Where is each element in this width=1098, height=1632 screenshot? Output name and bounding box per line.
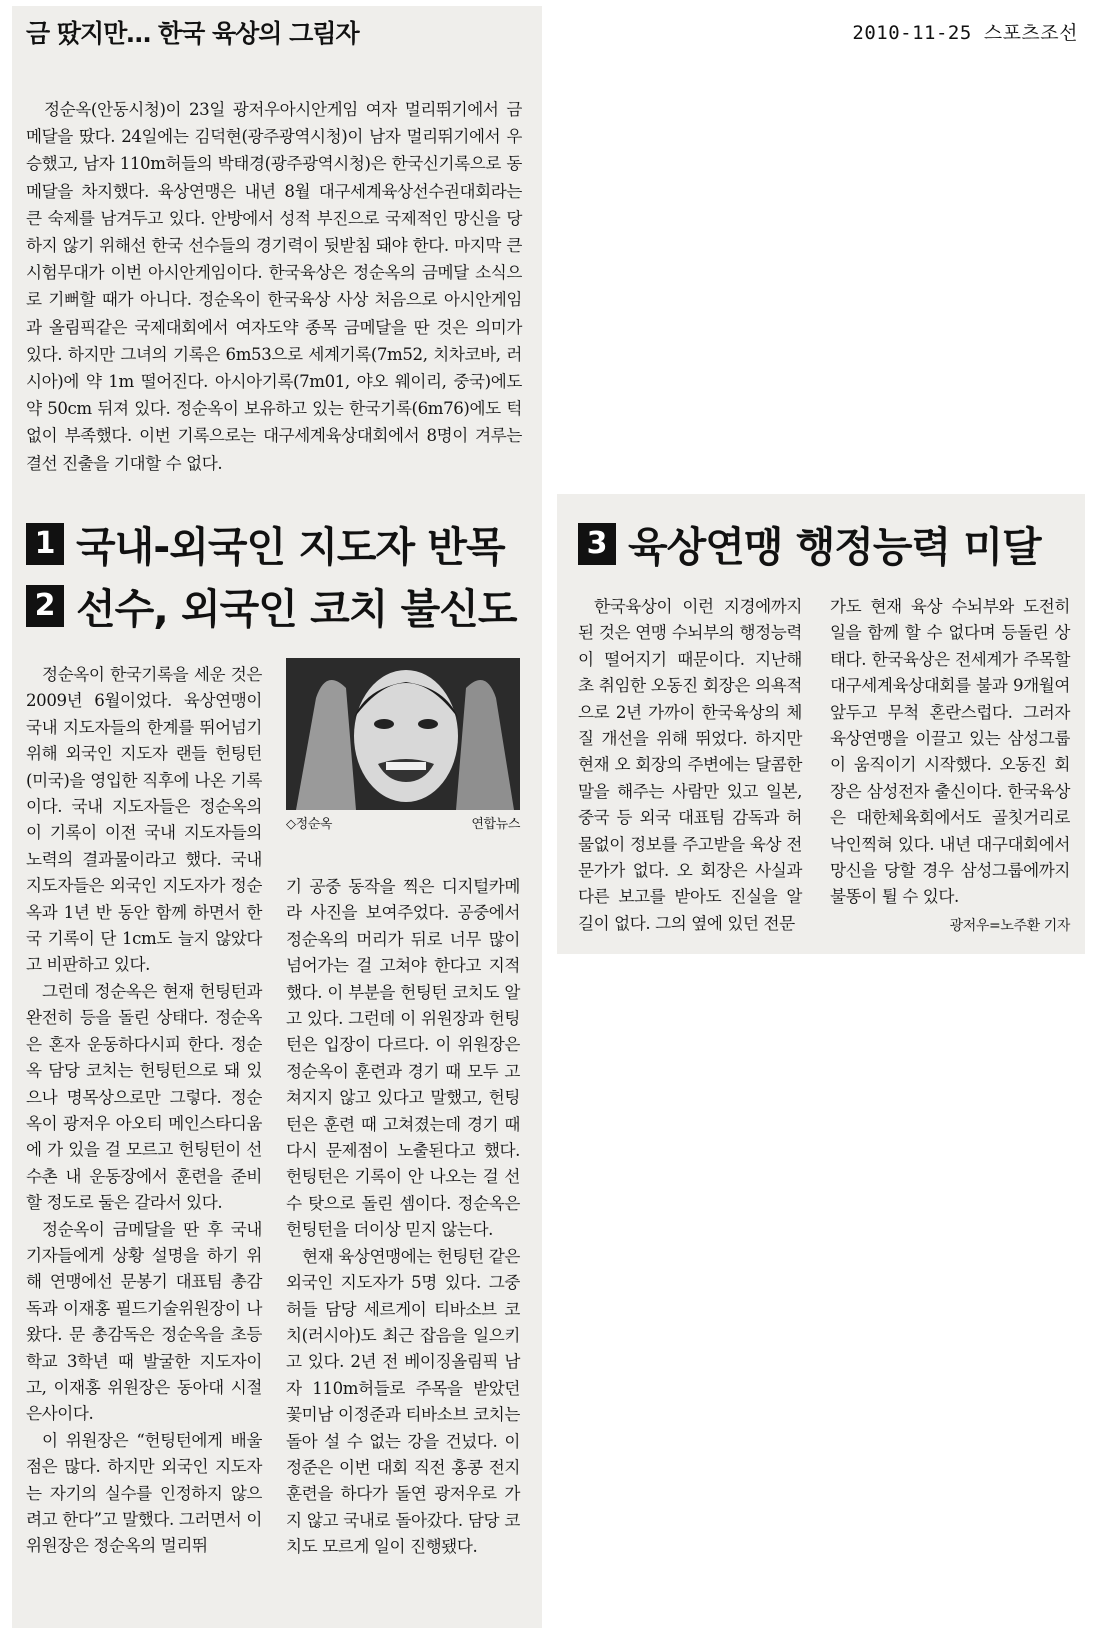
- body-column-1: [26, 662, 262, 1560]
- intro-text: 정순옥(안동시청)이 23일 광저우아시안게임 여자 멀리뛰기에서 금메달을 땄다. 24일에는 김덕현(광주광역시청)이 남자 멀리뛰기에서 우승했고, 남자 110m허들의 박태경(광주광역시청)은 한국신기록으로 동메달을 차지했다. 육상연맹은 내년 8월 대구세계육상선수권대회라는 큰 숙제를 남겨두고 있다. 안방에서 성적 부진으로 국제적인 망신을 당하지 않기 위해선 한국 선수들의 경기력이 뒷받침 돼야 한다. 마지막 큰 시험무대가 이번 아시안게임이다. 한국육상은 정순옥의 금메달 소식으로 기뻐할 때가 아니다. 정순옥이 한국육상 사상 처음으로 아시안게임과 올림픽같은 국제대회에서 여자도약 종목 금메달을 딴 것은 의미가 있다. 하지만 그녀의 기록은 6m53으로 세계기록(7m52, 치차코바, 러시아)에 약 1m 떨어진다. 아시아기록(7m01, 야오 웨이리, 중국)에도 약 50cm 뒤져 있다. 정순옥이 보유하고 있는 한국기록(6m76)에도 턱없이 부족했다. 이번 기록으로는 대구세계육상대회에서 8명이 겨루는 결선 진출을 기대할 수 없다.: [26, 100, 522, 473]
- reporter-byline: 광저우=노주환 기자: [949, 917, 1070, 934]
- section-title-3: 육상연맹 행정능력 미달: [628, 523, 1041, 571]
- caption-text: ◇정순옥: [286, 817, 333, 832]
- section-title-2: 선수, 외국인 코치 불신도: [76, 585, 517, 633]
- photo-caption: [286, 812, 520, 838]
- section-title-1: 국내-외국인 지도자 반목: [76, 523, 505, 571]
- paragraph: 정순옥이 한국기록을 세운 것은 2009년 6월이었다. 육상연맹이 국내 지도자들의 한계를 뛰어넘기 위해 외국인 지도자 랜들 헌팅턴(미국)을 영입한 직후에 나온 기록이다. 국내 지도자들은 정순옥의 이 기록이 이전 국내 지도자들의 노력의 결과물이라고 했다. 국내 지도자들은 외국인 지도자가 정순옥과 1년 반 동안 함께 하면서 한국 기록이 단 1cm도 늘지 않았다고 비판하고 있다.: [26, 665, 262, 975]
- body-column-2: [286, 874, 520, 1561]
- paragraph: 기 공중 동작을 찍은 디지털카메라 사진을 보여주었다. 공중에서 정순옥의 머리가 뒤로 너무 많이 넘어가는 걸 고쳐야 한다고 지적했다. 이 부분을 헌팅턴 코치도 알고 있다. 그런데 이 위원장과 헌팅턴은 입장이 다르다. 이 위원장은 정순옥이 훈련과 경기 때 모두 고쳐지지 않고 있다고 말했고, 헌팅턴은 훈련 때 고쳐졌는데 경기 때 다시 문제점이 노출된다고 했다. 헌팅턴은 기록이 안 나오는 걸 선수 탓으로 돌린 셈이다. 정순옥은 헌팅턴을 더이상 믿지 않는다.: [286, 877, 520, 1240]
- paragraph-text: 가도 현재 육상 수뇌부와 도전히 일을 함께 할 수 없다며 등돌린 상태다. 한국육상은 전세계가 주목할 대구세계육상대회를 불과 9개월여 앞두고 무척 혼란스럽다. 그러자 육상연맹을 이끌고 있는 삼성그룹이 움직이기 시작했다. 오동진 회장은 삼성전자 출신이다. 한국육상은 대한체육회에서도 골칫거리로 낙인찍혀 있다. 내년 대구대회에서 망신을 당할 경우 삼성그룹에까지 불똥이 튈 수 있다.: [830, 597, 1070, 907]
- article-kicker: 금 땄지만… 한국 육상의 그림자: [26, 19, 359, 48]
- section-heading-3: [578, 514, 1041, 573]
- paragraph: 정순옥이 금메달을 딴 후 국내 기자들에게 상황 설명을 하기 위해 연맹에선 문봉기 대표팀 총감독과 이재홍 필드기술위원장이 나왔다. 문 총감독은 정순옥을 초등학교 3학년 때 발굴한 지도자이고, 이재홍 위원장은 동아대 시절 은사이다.: [26, 1219, 262, 1424]
- athlete-face-illustration: [286, 658, 520, 810]
- section-number-3: 3: [578, 523, 616, 565]
- athlete-photo: [286, 658, 520, 810]
- paragraph: [830, 594, 1070, 934]
- dateline: 2010-11-25 스포츠조선: [852, 22, 1078, 44]
- paragraph: 현재 육상연맹에는 헌팅턴 같은 외국인 지도자가 5명 있다. 그중 허들 담당 세르게이 티바소브 코치(러시아)도 최근 잡음을 일으키고 있다. 2년 전 베이징올림픽 남자 110m허들로 주목을 받았던 꽃미남 이정준과 티바소브 코치는 돌아 설 수 없는 강을 건넜다. 이정준은 이번 대회 직전 홍콩 전지훈련을 하다가 돌연 광저우로 가지 않고 국내로 돌아갔다. 담당 코치도 모르게 일이 진행됐다.: [286, 1246, 520, 1557]
- photo-block: [286, 658, 520, 830]
- body-column-3: [578, 594, 802, 937]
- intro-paragraph: [26, 96, 522, 477]
- section-heading-1: [26, 514, 505, 573]
- body-column-4: [830, 594, 1070, 939]
- section-number-1: 1: [26, 523, 64, 565]
- paragraph: 이 위원장은 “헌팅턴에게 배울 점은 많다. 하지만 외국인 지도자는 자기의 실수를 인정하지 않으려고 한다”고 말했다. 그러면서 이 위원장은 정순옥의 멀리뛰: [26, 1430, 262, 1556]
- paragraph: 한국육상이 이런 지경에까지 된 것은 연맹 수뇌부의 행정능력이 떨어지기 때문이다. 지난해 초 취임한 오동진 회장은 의욕적으로 2년 가까이 한국육상의 체질 개선을 위해 뛰었다. 하지만 현재 오 회장의 주변에는 달콤한 말을 해주는 사람만 있고 일본, 중국 등 외국 대표팀 감독과 허물없이 정보를 주고받을 육상 전문가가 없다. 오 회장은 사실과 다른 보고를 받아도 진실을 알 길이 없다. 그의 옆에 있던 전문: [578, 597, 802, 933]
- section-heading-2: [26, 576, 516, 635]
- paragraph: 그런데 정순옥은 현재 헌팅턴과 완전히 등을 돌린 상태다. 정순옥은 혼자 운동하다시피 한다. 정순옥 담당 코치는 헌팅턴으로 돼 있으나 명목상으로만 그렇다. 정순옥이 광저우 아오티 메인스타디움에 가 있을 걸 모르고 헌팅턴이 선수촌 내 운동장에서 훈련을 준비할 정도로 둘은 갈라서 있다.: [26, 981, 262, 1213]
- section-number-2: 2: [26, 585, 64, 627]
- photo-credit: 연합뉴스: [471, 817, 520, 832]
